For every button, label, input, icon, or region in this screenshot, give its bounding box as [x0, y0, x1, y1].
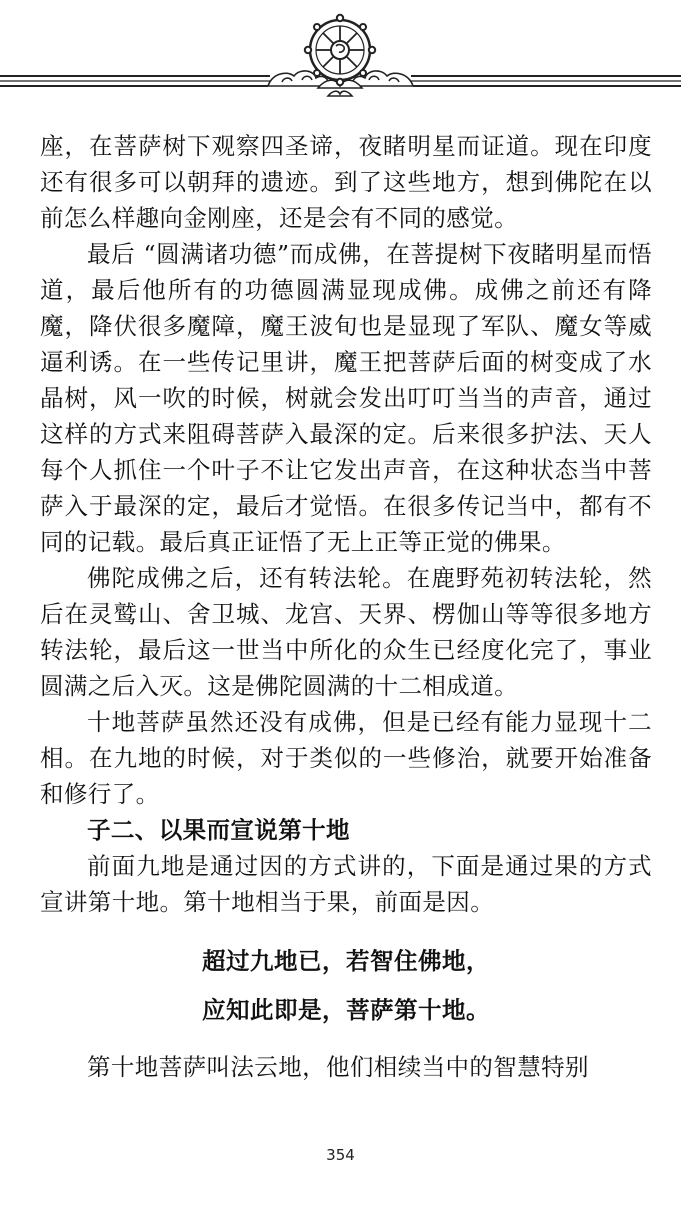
page-body — [40, 128, 652, 1085]
header-ornament — [0, 0, 681, 110]
section-intro-paragraph: 前面九地是通过因的方式讲的，下面是通过果的方式宣讲第十地。第十地相当于果，前面是因。 — [40, 852, 652, 916]
body-paragraph: 佛陀成佛之后，还有转法轮。在鹿野苑初转法轮，然后在灵鹫山、舍卫城、龙宫、天界、楞伽山等等很多地方转法轮，最后这一世当中所化的众生已经度化完了，事业圆满之后入灭。这是佛陀圆满的十二相成道。 — [40, 564, 652, 700]
body-paragraph: 座，在菩萨树下观察四圣谛，夜睹明星而证道。现在印度还有很多可以朝拜的遗迹。到了这些地方，想到佛陀在以前怎么样趣向金刚座，还是会有不同的感觉。 — [40, 132, 652, 232]
body-paragraph: 最后 “圆满诸功德”而成佛，在菩提树下夜睹明星而悟道，最后他所有的功德圆满显现成佛。成佛之前还有降魔，降伏很多魔障，魔王波旬也是显现了军队、魔女等威逼利诱。在一些传记里讲，魔王把菩萨后面的树变成了水晶树，风一吹的时候，树就会发出叮叮当当的声音，通过这样的方式来阻碍菩萨入最深的定。后来很多护法、天人每个人抓住一个叶子不让它发出声音，在这种状态当中菩萨入于最深的定，最后才觉悟。在很多传记当中，都有不同的记载。最后真正证悟了无上正等正觉的佛果。 — [40, 240, 652, 556]
closing-paragraph: 第十地菩萨叫法云地，他们相续当中的智慧特别 — [87, 1053, 589, 1081]
header-rule-left — [0, 76, 270, 86]
body-paragraph: 十地菩萨虽然还没有成佛，但是已经有能力显现十二相。在九地的时候，对于类似的一些修治，就要开始准备和修行了。 — [40, 708, 652, 808]
header-rule-right — [411, 76, 681, 86]
dharma-wheel-icon — [305, 15, 375, 85]
page-number: 354 — [326, 1146, 355, 1164]
section-heading: 子二、以果而宣说第十地 — [87, 816, 350, 844]
verse-line: 超过九地已，若智住佛地， — [202, 947, 490, 975]
verse-line: 应知此即是，菩萨第十地。 — [202, 996, 490, 1024]
